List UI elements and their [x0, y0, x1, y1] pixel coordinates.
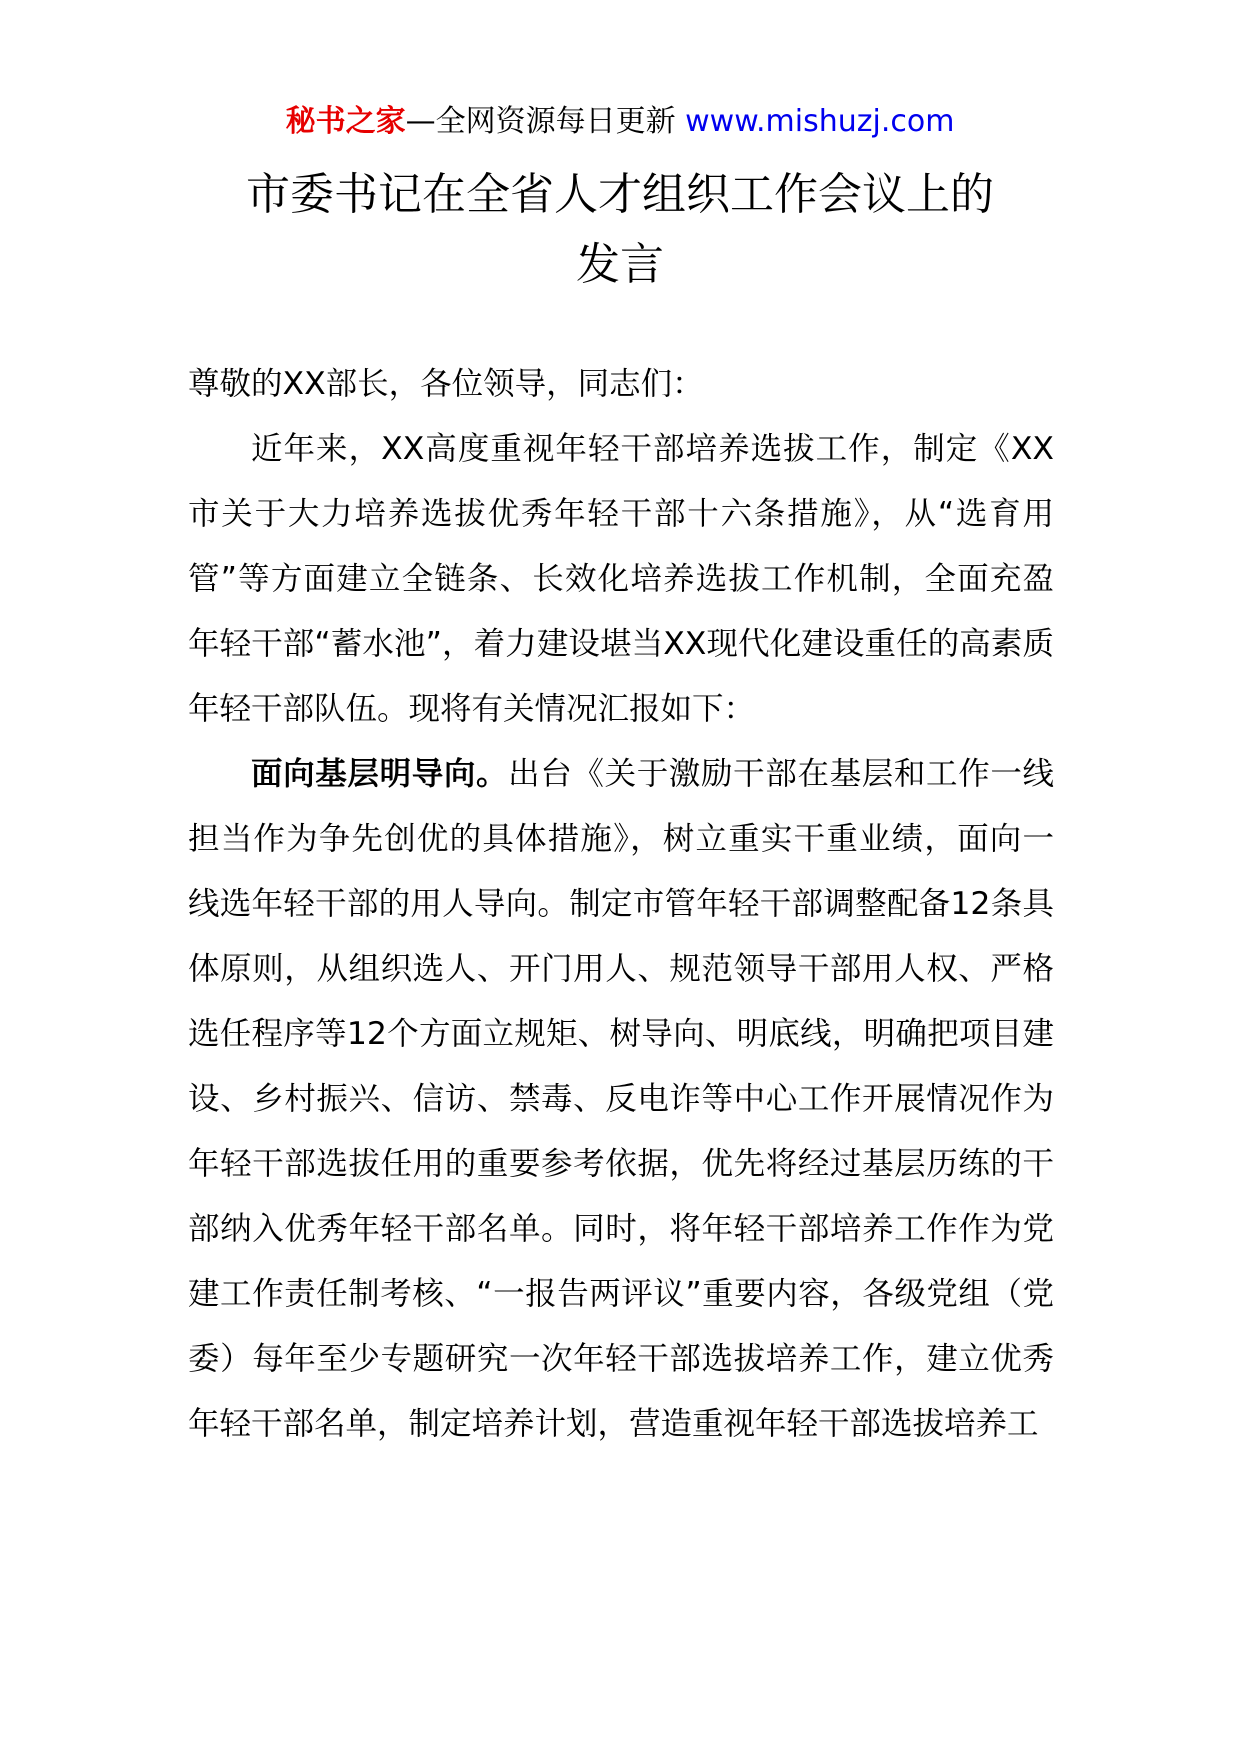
brand-tagline: —全网资源每日更新 — [405, 104, 676, 139]
watermark-header — [0, 100, 1240, 144]
document-title — [150, 160, 1090, 300]
paragraph-text: 出台《关于激励干部在基层和工作一线担当作为争先创优的具体措施》，树立重实干重业绩，面向一线选年轻干部的用人导向。制定市管年轻干部调整配备12条具体原则，从组织选人、开门用人、规范领导干部用人权、严格选任程序等12个方面立规矩、树导向、明底线，明确把项目建设、乡村振兴、信访、禁毒、反电诈等中心工作开展情况作为年轻干部选拔任用的重要参考依据，优先将经过基层历练的干部纳入优秀年轻干部名单。同时，将年轻干部培养工作作为党建工作责任制考核、“一报告两评议”重要内容，各级党组（党委）每年至少专题研究一次年轻干部选拔培养工作，建立优秀年轻干部名单，制定培养计划，营造重视年轻干部选拔培养工 — [188, 756, 1054, 1442]
salutation: 尊敬的XX部长，各位领导，同志们： — [188, 366, 704, 402]
site-link[interactable]: www.mishuzj.com — [685, 104, 955, 139]
document-body — [188, 352, 1054, 1457]
paragraph-intro: 近年来，XX高度重视年轻干部培养选拔工作，制定《XX市关于大力培养选拔优秀年轻干部十六条措施》，从“选育用管”等方面建立全链条、长效化培养选拔工作机制，全面充盈年轻干部“蓄水池”，着力建设堪当XX现代化建设重任的高素质年轻干部队伍。现将有关情况汇报如下： — [188, 431, 1054, 727]
title-line-2: 发言 — [576, 239, 664, 290]
title-line-1: 市委书记在全省人才组织工作会议上的 — [246, 169, 994, 220]
brand-name: 秘书之家 — [285, 104, 406, 139]
paragraph-grassroots — [188, 742, 1054, 1457]
paragraph-heading: 面向基层明导向。 — [251, 756, 509, 792]
